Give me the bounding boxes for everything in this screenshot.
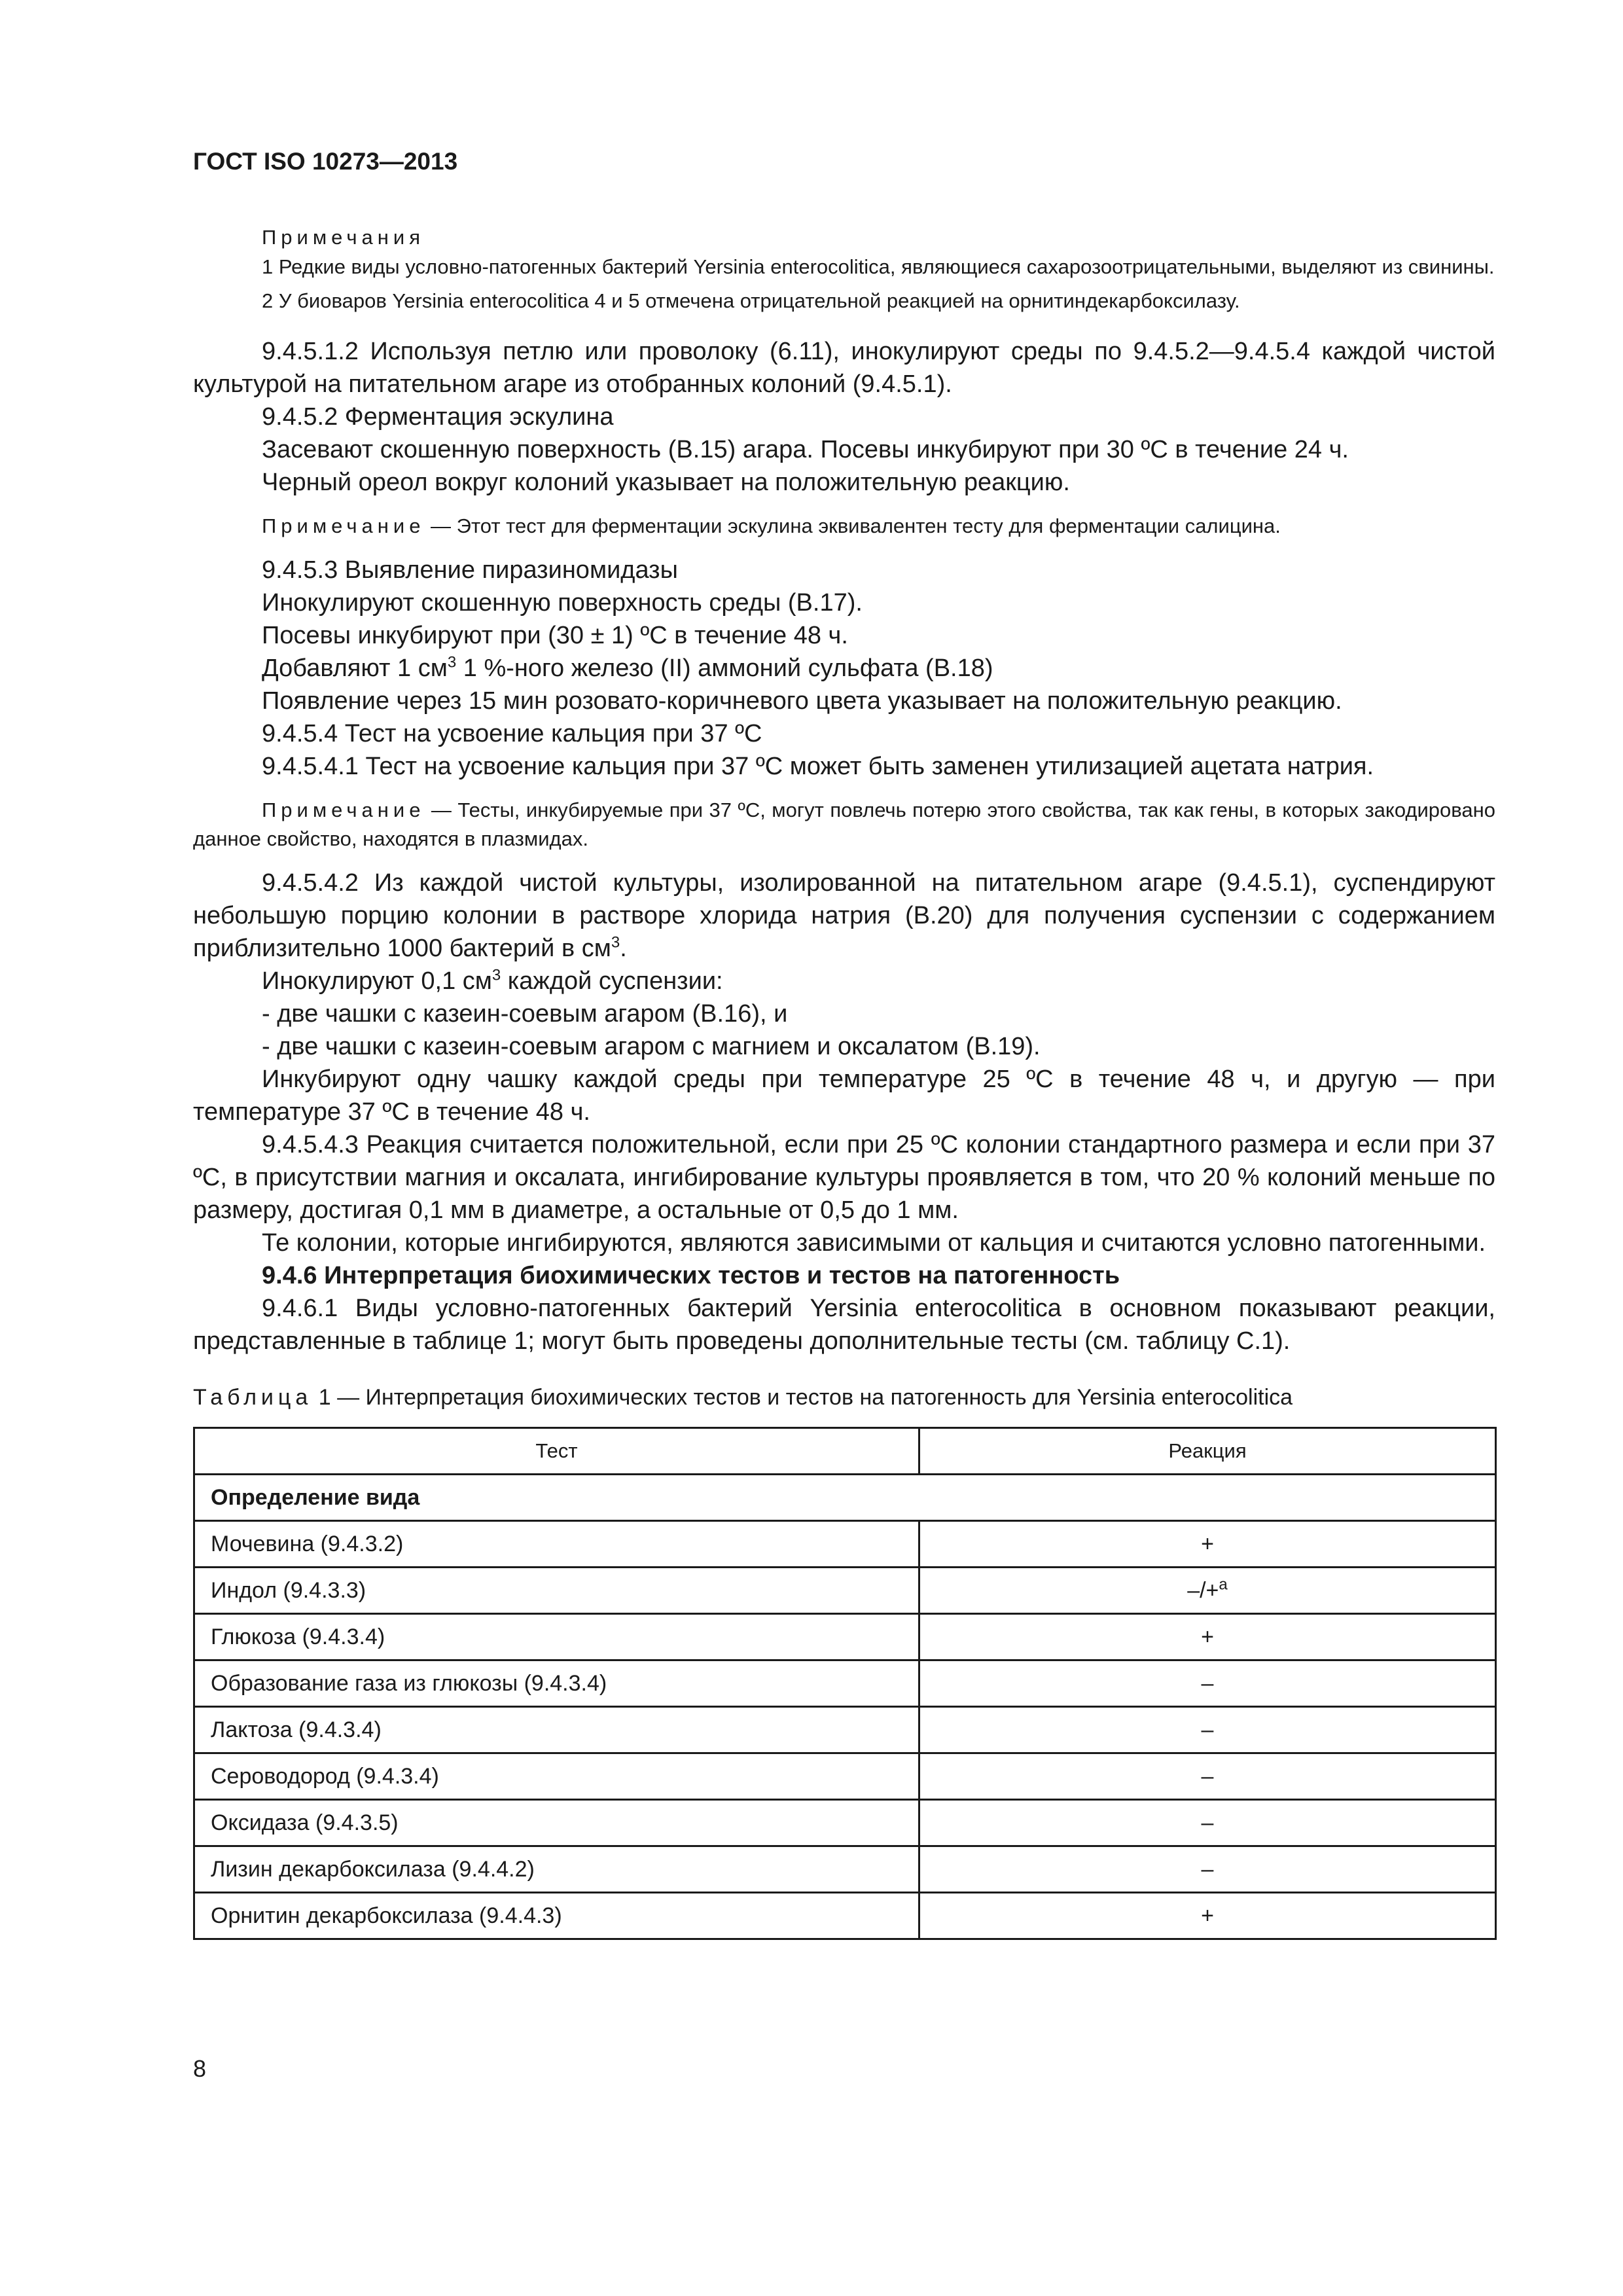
list-item: - две чашки с казеин-соевым агаром с магнием и оксалатом (B.19). [262,1033,1041,1060]
table-row [194,1707,1496,1753]
col-header-reaction: Реакция [919,1428,1496,1475]
paragraph: Инкубируют одну чашку каждой среды при температуре 25 ºС в течение 48 ч, и другую — при температуре 37 ºС в течение 48 ч. [193,1066,1495,1126]
note-esculin [193,512,1495,541]
reaction-value: + [1201,1531,1214,1556]
subsection-title: 9.4.5.4 Тест на усвоение кальция при 37 ºС [262,720,762,747]
paragraph: 9.4.6.1 Виды условно-патогенных бактерий Yersinia enterocolitica в основном показывают реакции, представленные в таблице 1; могут быть проведены дополнительные тесты (см. таблицу С.1). [193,1295,1495,1355]
subsection-title: 9.4.5.2 Ферментация эскулина [262,403,614,431]
paragraph: Добавляют 1 $см^3$ 1 %-ного железо (II) аммоний сульфата (B.18) [262,653,993,682]
table-row [194,1753,1496,1800]
section-row-label: Определение вида [194,1475,1496,1521]
list-item: - две чашки с казеин-соевым агаром (B.16), и [262,1000,788,1028]
reaction-cell [919,1753,1496,1800]
paragraph: 9.4.5.4.2 Из каждой чистой культуры, изолированной на питательном агаре (9.4.5.1), суспендируют небольшую порцию колонии в растворе хлорида натрия (B.20) для получения суспензии с содержанием приблизительно 1000 бактерий в $см^3$. [193,869,1495,962]
page-content [193,223,1495,1940]
reaction-value: – [1201,1670,1214,1696]
reaction-value: –/+ [1187,1577,1219,1603]
test-cell: Лактоза (9.4.3.4) [194,1707,919,1753]
paragraph: Инокулируют скошенную поверхность среды (B.17). [262,589,863,617]
table-header-row [194,1428,1496,1475]
paragraph: Черный ореол вокруг колоний указывает на положительную реакцию. [262,469,1070,496]
table-row [194,1660,1496,1707]
footnote-marker: a [1219,1575,1228,1594]
note-2: 2 У биоваров Yersinia enterocolitica 4 и 5 отмечена отрицательной реакцией на орнитиндекарбоксилазу. [262,289,1240,312]
paragraph: 9.4.5.4.3 Реакция считается положительной, если при 25 ºС колонии стандартного размера и если при 37 ºС, в присутствии магния и оксалата, ингибирование культуры проявляется в том, что 20 % колоний меньше по размеру, достигая 0,1 мм в диаметре, а остальные от 0,5 до 1 мм. [193,1131,1495,1224]
note-label: Примечание [262,798,425,821]
reaction-value: – [1201,1810,1214,1835]
test-cell: Индол (9.4.3.3) [194,1568,919,1614]
paragraph: 9.4.5.1.2 Используя петлю или проволоку (6.11), инокулируют среды по 9.4.5.2—9.4.5.4 каждой чистой культурой на питательном агаре из отобранных колоний (9.4.5.1). [193,338,1495,398]
paragraph: Те колонии, которые ингибируются, являются зависимыми от кальция и считаются условно патогенными. [262,1229,1486,1257]
reaction-cell [919,1800,1496,1846]
reaction-value: + [1201,1624,1214,1649]
paragraph: Появление через 15 мин розовато-коричневого цвета указывает на положительную реакцию. [262,687,1342,715]
paragraph: 9.4.5.4.1 Тест на усвоение кальция при 37 ºС может быть заменен утилизацией ацетата натрия. [262,753,1374,780]
table-row [194,1568,1496,1614]
notes-title: Примечания [262,226,425,249]
table-row [194,1893,1496,1939]
table-row [194,1614,1496,1660]
reaction-cell [919,1568,1496,1614]
reaction-table [193,1427,1497,1940]
test-cell: Лизин декарбоксилаза (9.4.4.2) [194,1846,919,1893]
page-number: 8 [193,2055,207,2082]
note-text: — Этот тест для ферментации эскулина эквивалентен тесту для ферментации салицина. [425,514,1281,537]
table-caption: Таблица 1 — Интерпретация биохимических тестов и тестов на патогенность для Yersinia enterocolitica [193,1385,1293,1410]
paragraph: Инокулируют 0,1 $см^3$ каждой суспензии: [262,966,723,995]
test-cell: Сероводород (9.4.3.4) [194,1753,919,1800]
paragraph: Посевы инкубируют при (30 ± 1) ºС в течение 48 ч. [262,622,848,649]
note-label: Примечание [262,514,425,537]
reaction-value: – [1201,1856,1214,1882]
reaction-cell [919,1846,1496,1893]
table-section-row [194,1475,1496,1521]
test-cell: Мочевина (9.4.3.2) [194,1521,919,1568]
reaction-value: – [1201,1717,1214,1742]
table-row [194,1846,1496,1893]
test-cell: Глюкоза (9.4.3.4) [194,1614,919,1660]
reaction-cell [919,1660,1496,1707]
reaction-cell [919,1707,1496,1753]
test-cell: Оксидаза (9.4.3.5) [194,1800,919,1846]
reaction-cell [919,1893,1496,1939]
reaction-value: – [1201,1763,1214,1789]
test-cell: Образование газа из глюкозы (9.4.3.4) [194,1660,919,1707]
document-header: ГОСТ ISO 10273—2013 [193,148,458,175]
note-1: 1 Редкие виды условно-патогенных бактерий Yersinia enterocolitica, являющиеся сахарозоотрицательными, выделяют из свинины. [262,255,1495,278]
test-cell: Орнитин декарбоксилаза (9.4.4.3) [194,1893,919,1939]
reaction-cell [919,1614,1496,1660]
paragraph: Засевают скошенную поверхность (B.15) агара. Посевы инкубируют при 30 ºС в течение 24 ч. [262,436,1349,463]
section-heading: 9.4.6 Интерпретация биохимических тестов и тестов на патогенность [262,1262,1120,1289]
note-text: — Тесты, инкубируемые при 37 ºС, могут повлечь потерю этого свойства, так как гены, в которых закодировано данное свойство, находятся в плазмидах. [193,798,1495,850]
table-row [194,1800,1496,1846]
table-row [194,1521,1496,1568]
note-plasmid [193,796,1495,853]
reaction-value: + [1201,1903,1214,1928]
reaction-cell [919,1521,1496,1568]
col-header-test: Тест [194,1428,919,1475]
subsection-title: 9.4.5.3 Выявление пиразиномидазы [262,556,678,584]
